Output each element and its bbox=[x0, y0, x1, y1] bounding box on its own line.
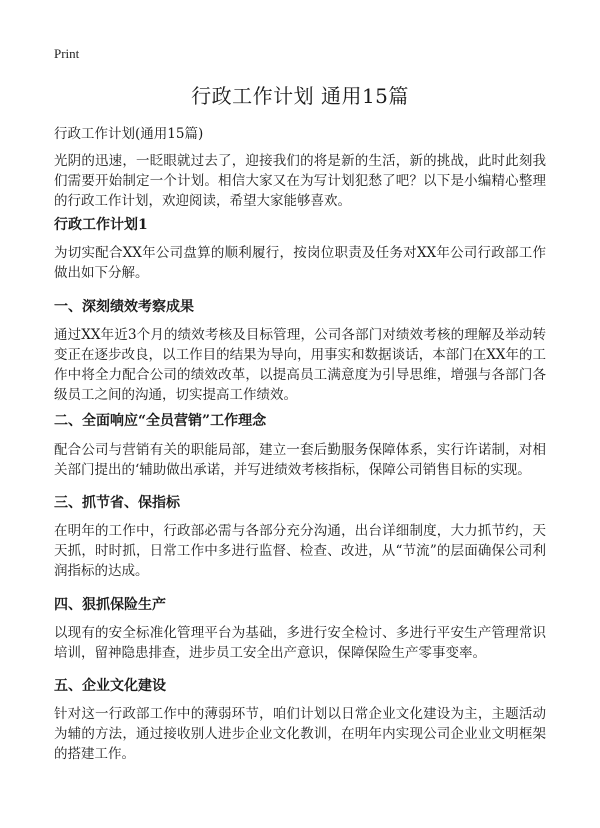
page-title: 行政工作计划 通用15篇 bbox=[191, 84, 409, 108]
plan-intro-paragraph: 为切实配合XX年公司盘算的顺利履行，按岗位职责及任务对XX年公司行政部工作做出如下分解。 bbox=[54, 245, 546, 281]
intro-paragraph: 光阴的迅速，一眨眼就过去了，迎接我们的将是新的生活，新的挑战，此时此刻我们需要开始制定一个计划。相信大家又在为写计划犯愁了吧？以下是小编精心整理的行政工作计划，欢迎阅读，希望大家能够喜欢。 bbox=[54, 153, 546, 209]
section-body-1: 通过XX年近3个月的绩效考核及目标管理，公司各部门对绩效考核的理解及举动转变正在逐步改良，以工作目的结果为导向，用事实和数据谈话，本部门在XX年的工作中将全力配合公司的绩效改革，以提高员工满意度为引导思维，增强与各部门各级员工之间的沟通，切实提高工作绩效。 bbox=[54, 327, 546, 403]
document-subtitle: 行政工作计划(通用15篇) bbox=[54, 126, 204, 142]
section-heading-4: 四、狠抓保险生产 bbox=[54, 597, 166, 613]
section-heading-2: 二、全面响应“全员营销”工作理念 bbox=[54, 413, 267, 429]
plan-heading: 行政工作计划1 bbox=[54, 217, 148, 233]
section-body-5: 针对这一行政部工作中的薄弱环节，咱们计划以日常企业文化建设为主，主题活动为辅的方法，通过接收别人进步企业文化教训，在明年内实现公司企业业文明框架的搭建工作。 bbox=[54, 706, 546, 762]
section-heading-5: 五、企业文化建设 bbox=[54, 678, 166, 694]
section-body-2: 配合公司与营销有关的职能局部，建立一套后勤服务保障体系，实行许诺制，对相关部门提出的‘辅助做出承诺，并写进绩效考核指标，保障公司销售目标的实现。 bbox=[54, 442, 546, 478]
section-body-3: 在明年的工作中，行政部必需与各部分充分沟通，出台详细制度，大力抓节约，天天抓，时时抓，日常工作中多进行监督、检查、改进，从“节流”的层面确保公司利润指标的达成。 bbox=[54, 523, 546, 579]
section-heading-1: 一、深刻绩效考察成果 bbox=[54, 299, 194, 315]
section-heading-3: 三、抓节省、保指标 bbox=[54, 495, 180, 511]
section-body-4: 以现有的安全标准化管理平台为基础，多进行安全检讨、多进行平安生产管理常识培训，留神隐患排查，进步员工安全出产意识，保障保险生产零事变率。 bbox=[54, 625, 546, 661]
print-link[interactable]: Print bbox=[54, 46, 80, 61]
